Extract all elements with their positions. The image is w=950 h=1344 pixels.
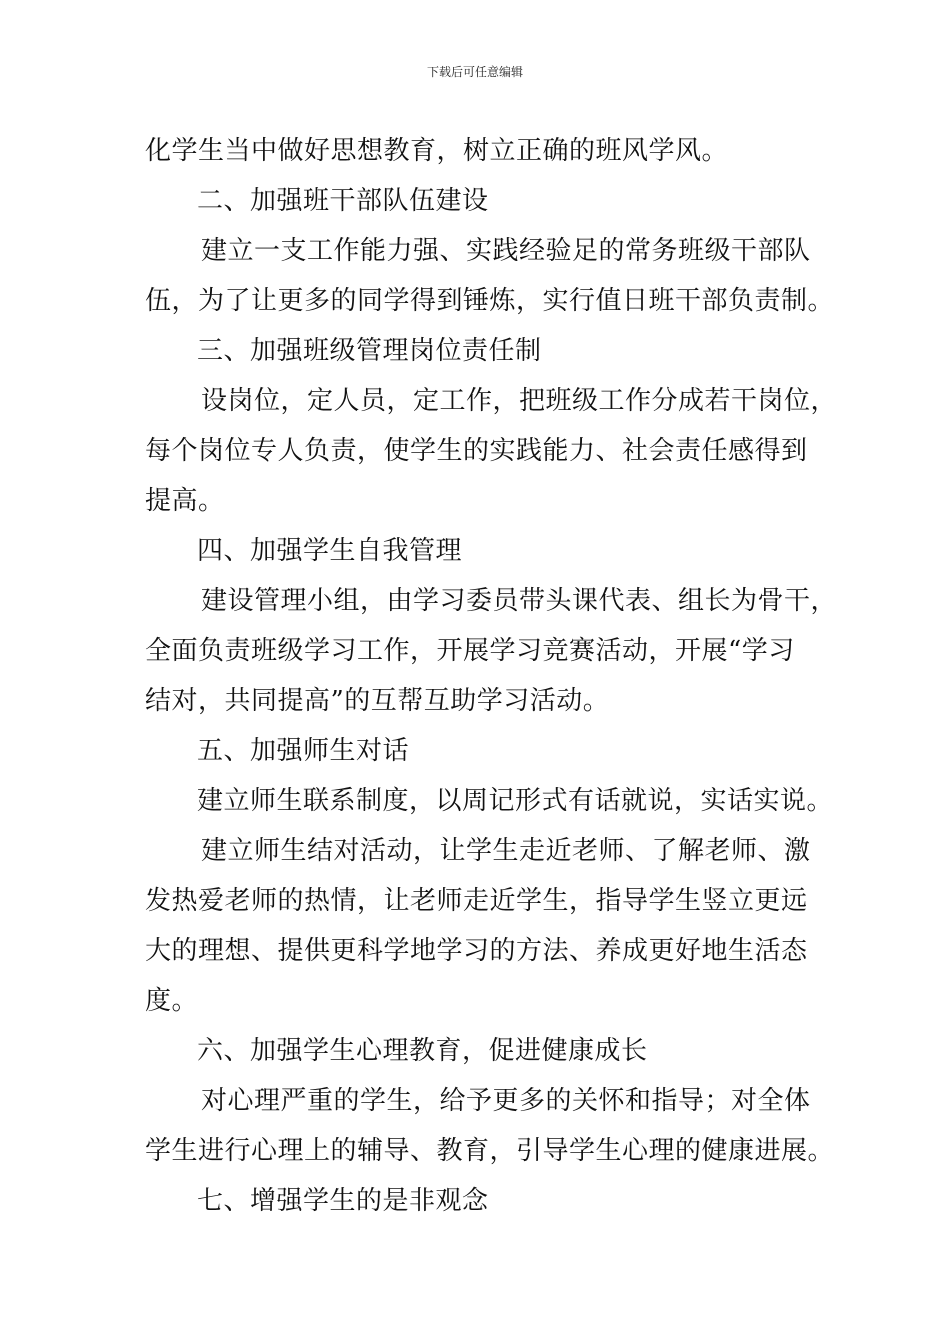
paragraph-line: 设岗位，定人员，定工作，把班级工作分成若干岗位， [201, 386, 838, 416]
paragraph-line: 建立一支工作能力强、实践经验足的常务班级干部队 [201, 236, 811, 266]
paragraph-line: 度。 [145, 986, 199, 1016]
paragraph-line: 建立师生联系制度，以周记形式有话就说，实话实说。 [197, 786, 834, 816]
paragraph-line: 提高。 [145, 486, 225, 516]
paragraph-line: 大的理想、提供更科学地学习的方法、养成更好地生活态 [145, 936, 808, 966]
paragraph-line: 发热爱老师的热情，让老师走近学生，指导学生竖立更远 [145, 886, 808, 916]
paragraph-line: 全面负责班级学习工作，开展学习竞赛活动，开展“学习 [145, 636, 795, 666]
paragraph-line: 每个岗位专人负责，使学生的实践能力、社会责任感得到 [145, 436, 808, 466]
section-heading-4: 四、加强学生自我管理 [197, 536, 463, 566]
document-body [145, 126, 838, 1226]
paragraph-line: 结对，共同提高”的互帮互助学习活动。 [145, 686, 610, 716]
section-heading-2: 二、加强班干部队伍建设 [197, 186, 489, 216]
section-heading-7: 七、增强学生的是非观念 [197, 1186, 489, 1216]
paragraph-line: 建立师生结对活动，让学生走近老师、了解老师、激 [201, 836, 811, 866]
paragraph-line: 化学生当中做好思想教育，树立正确的班风学风。 [145, 136, 729, 166]
section-heading-6: 六、加强学生心理教育，促进健康成长 [197, 1036, 648, 1066]
page-header: 下载后可任意编辑 [426, 65, 523, 79]
paragraph-line: 建设管理小组，由学习委员带头课代表、组长为骨干， [201, 586, 838, 616]
section-heading-3: 三、加强班级管理岗位责任制 [197, 336, 542, 366]
paragraph-line: 学生进行心理上的辅导、教育，引导学生心理的健康进展。 [145, 1136, 835, 1166]
paragraph-line: 对心理严重的学生，给予更多的关怀和指导；对全体 [201, 1086, 811, 1116]
section-heading-5: 五、加强师生对话 [197, 736, 410, 766]
paragraph-line: 伍，为了让更多的同学得到锤炼，实行值日班干部负责制。 [145, 286, 835, 316]
